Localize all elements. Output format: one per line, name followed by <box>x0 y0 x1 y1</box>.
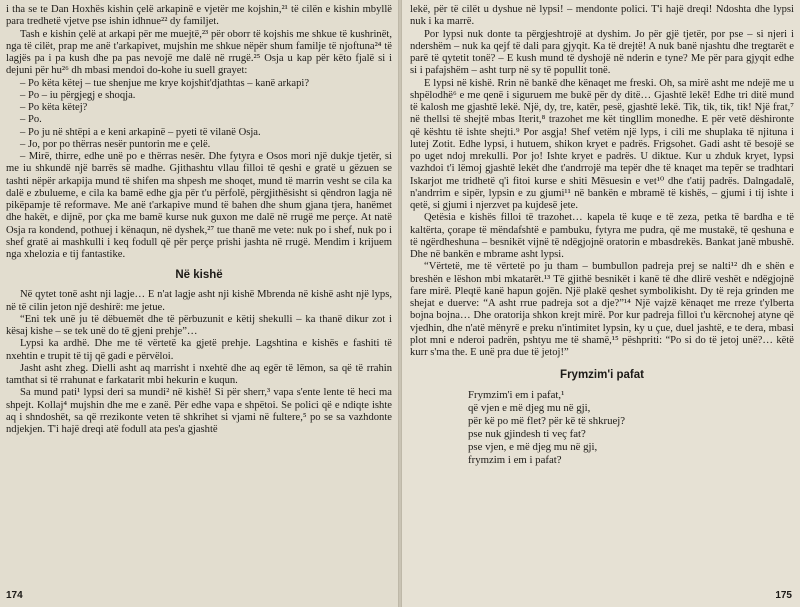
dialog-line: – Po këta këtej? <box>20 102 88 113</box>
dialog-line: – Po këta këtej – tue shenjue me krye kojshit'djathtas – kanë arkapi? <box>20 77 310 89</box>
paragraph: Por lypsi nuk donte ta përgjeshtrojë at dyshim. Jo për gjë tjetër, por pse – si njeri i ndershëm – nuk ka qejf të dali para gjyqit. Ka të drejtë! A nuk banë njashtu dhe tregtarët e parë të qytetit tonë? – E kush mund të dyshojë në nderin e tyne? Me për para gjyqit edhe si i pafajshëm – asht turp në sy të popullit tonë. <box>410 28 794 77</box>
paragraph: Lypsi ka ardhë. Dhe me të vërtetë ka gjetë prehje. Lagshtina e kishës e fashiti të nxehtin e trupit të tij që gadi e përvëloi. <box>6 338 392 362</box>
paragraph: “Eni tek unë ju të dëbuemët dhe të përbuzunit e këtij shekulli – ka thanë dikur zot i kësaj kishe – se tek unë do të gjeni prehje”… <box>6 313 392 337</box>
poem-line: që vjen e më djeg mu në gji, <box>468 402 591 415</box>
poem-line: për kë po më flet? për kë të shkruej? <box>468 415 626 428</box>
poem-line: pse vjen, e më djeg mu në gji, <box>468 441 598 454</box>
poem-line: frymzim i em i pafat? <box>468 454 562 467</box>
dialog-line: – Po ju në shtëpi a e keni arkapinë – pyeti të vilanë Osja. <box>20 126 261 138</box>
poem <box>468 389 794 467</box>
paragraph: i tha se te Dan Hoxhës kishin çelë arkapinë e vjetër me kojshin,²¹ të cilën e kishin mbyllë para tredhetë vjetve pse ishin idhnue²² dy familjet. <box>6 4 392 28</box>
paragraph: Në qytet tonë asht nji lagje… E n'at lagje asht nji kishë Mbrenda në kishë asht një lyps, në të cilin jeton një deshirë: me jetue. <box>6 289 392 313</box>
poem-line: pse nuk gjindesh ti veç fat? <box>468 428 586 441</box>
section-title: Në kishë <box>175 269 223 282</box>
paragraph: – Mirë, thirre, edhe unë po e thërras nesër. Dhe fytyra e Osos mori një dukje tjetër, si me iu shkundë një barrës së madhe. Gjithashtu vllau filloi të qeshi e gratë u gëzuen se tashti nëpër arkapija mund të shifen ma shpesh me shoqet, mund të marrin vesht se cila ka dalë e zbulueme, e cila ka bamë edhe gja për t'u përfolë, përgjithësisht si qëndron lagja në pikëpamje të reformave. Me anë t'arkapive mund të bahen dhe shum gjana tjera, hanëmet dhe hakët, e dijnë, por çka me bamë kurse nuk guxon me dalë në rrugë me perçe. At natë Osja ra kondend, pothuej i kënaqun, në dyshek,²⁷ tue thanë me vete: nuk po i shef, nuk po i shef gratë ai mashkulli i keq fodull që për perçe prishi jashta në rrugë. Mendim i krijuem nga xhelozia e tij fantastike. <box>6 151 392 260</box>
dialog-line: – Jo, por po thërras nesër puntorin me e çelë. <box>20 138 211 150</box>
paragraph: Jasht asht zheg. Dielli asht aq marrisht i nxehtë dhe aq egër të lëmon, sa që të rrahin tamthat si të rrahunat e farkatarit mbi hekurin e kuqun. <box>6 362 392 386</box>
paragraph: Qetësia e kishës filloi të trazohet… kapela të kuqe e të zeza, petka të bardha e të kaltërta, çorape të mëndafshtë e pambuku, fytyra me pudra, që me mustakë, të qeshuna e të ngërdheshuna – besnikët vijnë të ndëgjojnë oratorin e mbasdrekës. Bankat janë mbushë. Dhe në bankën e mbrame asht lypsi. <box>410 212 794 260</box>
book-gutter <box>398 0 402 607</box>
paragraph: “Vërtetë, me të vërtetë po ju tham – bumbullon padreja prej se nalti¹² dh e shën e breshën e lëshon mbi mkatarët.¹³ Të gjithë besnikët i kanë të dhe dlirë veshët e ndëgjojnë fare mirë. Pleqtë kanë hapun gojën. Një plakë qeshet symbolikisht. Dy të reja grinden me shejat e duerve: “A asht rrue padreja sot a dje?”¹⁴ Një vajzë kënaqet me rreze t'ylberta bojna bojna… Dhe oratorija shkon krejt mirë. Por kur padreja filloi t'u kërcnohej atyne që vjedhin, dhe n'atë mënyrë e preku n'intimitet lypsin, ky u çue, duel jashtë, e te dera, mbasi plot mni e nderoi padrën, pshtyu me të shamë,¹⁵ pëshpriti: “Po si do të jetoj unë?… këtë kurr s'ma the. E unë pra due të jetoj!” <box>410 261 794 358</box>
dialog-line: – Po – iu përgjegj e shoqja. <box>20 89 136 101</box>
page-number: 175 <box>775 590 792 601</box>
poem-title: Frymzim'i pafat <box>560 369 644 382</box>
paragraph: lekë, për të cilët u dyshue në lypsi! – mendonte polici. T'i hajë dreqi! Ndoshta dhe lypsi nuk i ka marrë. <box>410 4 794 28</box>
paragraph: E lypsi në kishë. Rrin në bankë dhe kënaqet me freski. Oh, sa mirë asht me ndejë me u shpëlodhë⁶ e me qenë i siguruem me bukë për dy ditë… Gjashtë lekë! Edhe tri ditë mund të kalosh me gjashtë lekë. Një, dy, tre, katër, pesë, gjashtë lekë. Tik, tik, tik, tik! Një frat,⁷ në thellsi të shejtë mbas Iterit,⁸ trazohet me kët tingllim monedhe. E për vetë dëshironte që kështu të ishte shejti.⁹ Por asgja! Shef vetëm një lyps, i cili me shuplaka të njituna i lutej Zotit. Edhe lypsi, i hutuem, shikon kryet e padrës. Frigsohet. Gadi asht të besojë se po uget ndoj mrekulli. Por jo! Ishte kryet e padrës. U diktue. Kur u zhduk kryet, lypsi vazhdoi t'i lëmoj gjashtë lekët dhe t'andrrojë ma tepër dhe të knaqet ma tepër se tradhtari Iskarjot me tridhetë q'i fitoi kurse e shiti Mësuesin e vet¹⁰ dhe t'atij padrës. Dalngadalë, n'andrrim e sipër, lypsin e zu gjumi¹¹ në bankën e mbramë të kishës, – gjumi i tij ishte i qetë, si gjumi i njerzvet pa kujdesë jete. <box>410 77 794 211</box>
right-page <box>400 0 800 607</box>
paragraph: Tash e kishin çelë at arkapi për me muejtë,²³ për oborr të kojshis me shkue të kushrinët, nga të cilët, prap me anë t'arkapivet, mujshin me shkue nëpër shum familje të njoftuna²⁴ të lagjës pa i pa kush dhe pa pas nevojë me dalë në rrugë.²⁵ Osja u kap për këto fjalë si i dejuni për hu²⁶ dh mbasi mendoi do-kohe iu suell grayet: <box>6 28 392 77</box>
page-number: 174 <box>6 590 23 601</box>
poem-line: Frymzim'i em i pafat,¹ <box>468 389 565 402</box>
dialog-line: – Po. <box>20 114 42 126</box>
paragraph: Sa mund pati¹ lypsi deri sa mundi² në kishë! Si për sherr,³ vapa s'ente lente të heci ma shpejt. Kollaj⁴ mujshin dhe me e zanë. Për edhe vapa e shpëtoi. Se polici që e ndiqte ishte aq i shndoshët, sa që rrezikonte veten të shkrihet si vjami në fultere,⁵ po se sa vazhdonte ndjekjen. T'i hajë dreqi atë fodull ata pes'a gjashtë <box>6 387 392 435</box>
